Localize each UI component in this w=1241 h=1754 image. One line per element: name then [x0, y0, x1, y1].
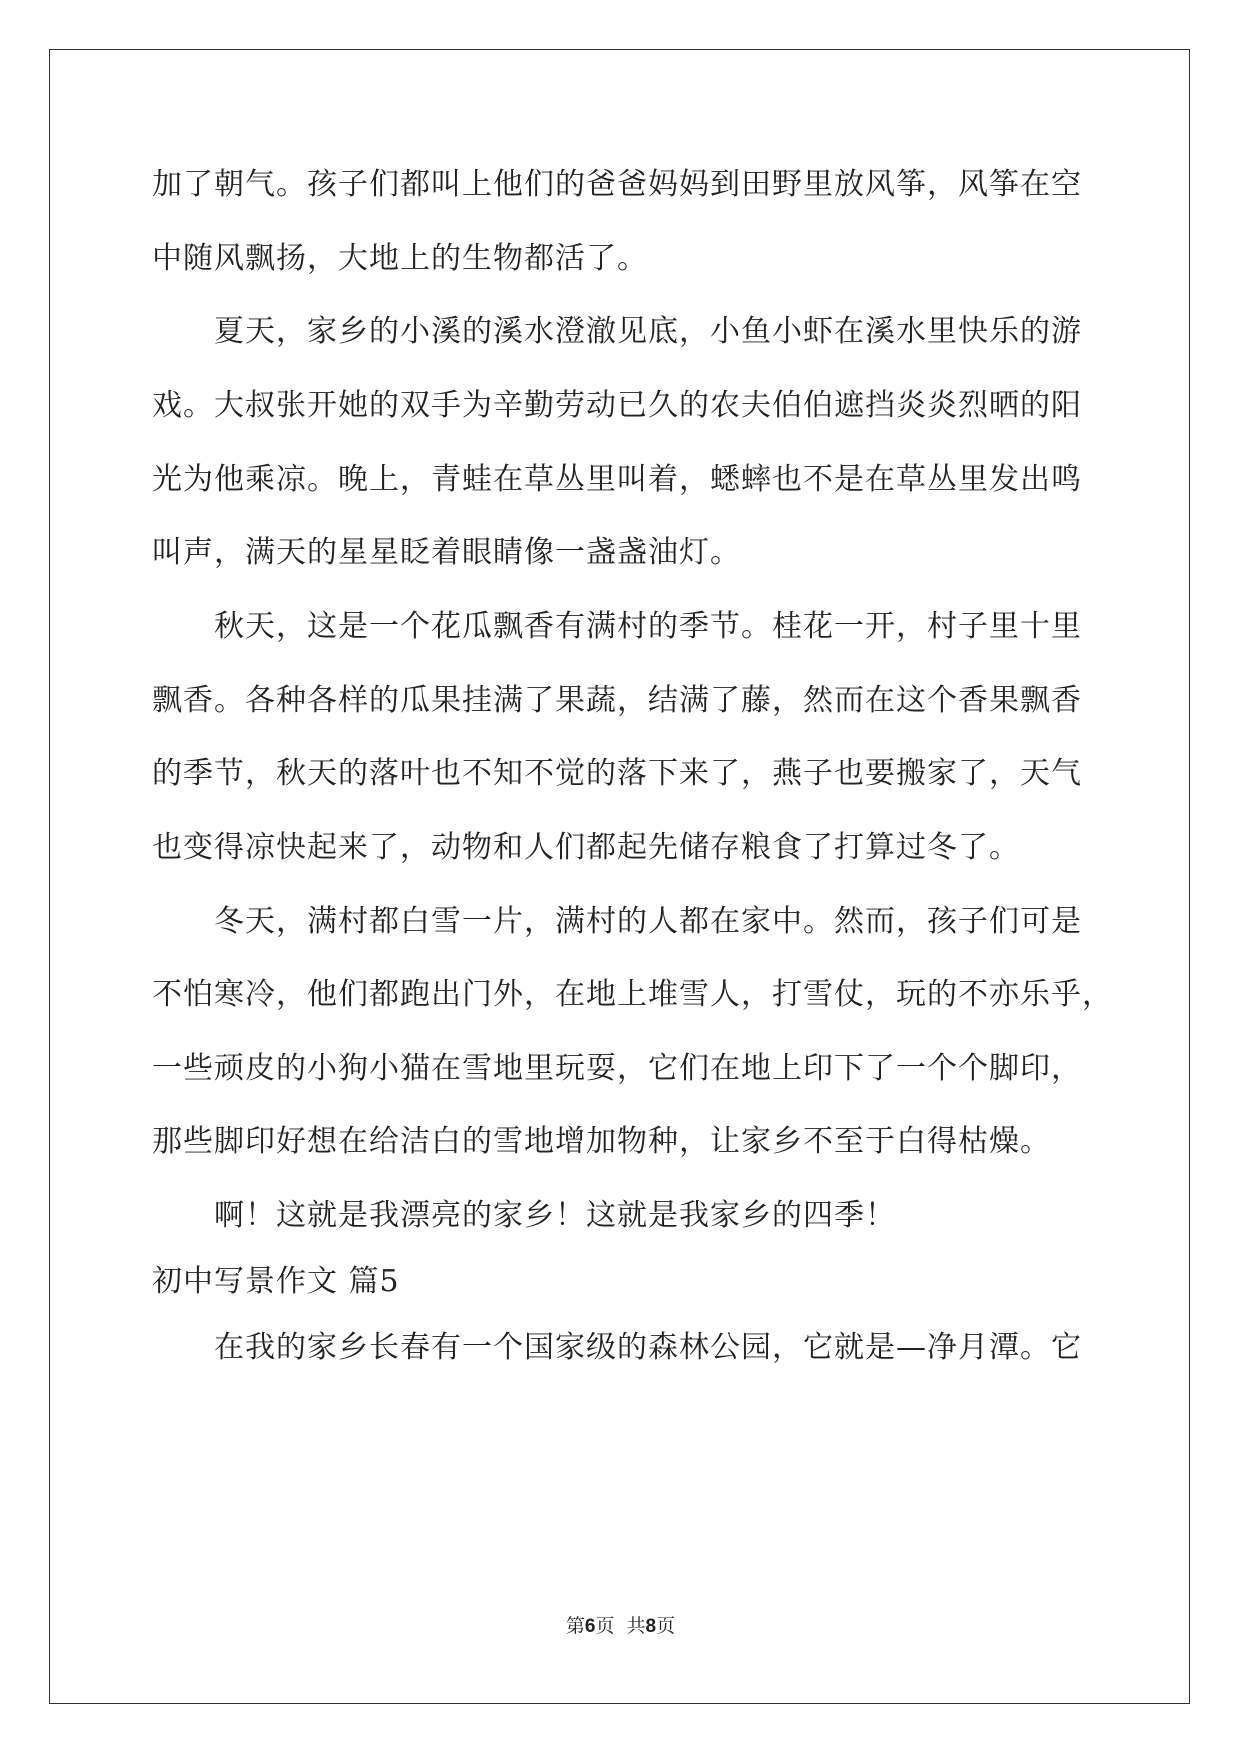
text-line: 飘香。各种各样的瓜果挂满了果蔬，结满了藤，然而在这个香果飘香 [152, 683, 1082, 718]
text-line: 的季节，秋天的落叶也不知不觉的落下来了，燕子也要搬家了，天气 [152, 756, 1082, 791]
footer-prefix: 第 [565, 1615, 585, 1637]
text-line: 在我的家乡长春有一个国家级的森林公园，它就是—净月潭。它 [214, 1330, 1082, 1365]
footer-total-pages: 8 [645, 1616, 657, 1637]
text-line: 冬天，满村都白雪一片，满村的人都在家中。然而，孩子们可是 [214, 904, 1082, 939]
text-line: 夏天，家乡的小溪的溪水澄澈见底，小鱼小虾在溪水里快乐的游 [214, 314, 1082, 349]
page-footer [0, 1611, 1241, 1638]
text-line: 中随风飘扬，大地上的生物都活了。 [152, 241, 648, 276]
footer-mid: 页 共 [595, 1615, 646, 1637]
text-line: 一些顽皮的小狗小猫在雪地里玩耍，它们在地上印下了一个个脚印， [152, 1051, 1082, 1086]
text-line: 秋天，这是一个花瓜飘香有满村的季节。桂花一开，村子里十里 [214, 609, 1082, 644]
text-line: 那些脚印好想在给洁白的雪地增加物种，让家乡不至于白得枯燥。 [152, 1124, 1051, 1159]
text-line: 也变得凉快起来了，动物和人们都起先储存粮食了打算过冬了。 [152, 830, 1020, 865]
text-line: 戏。大叔张开她的双手为辛勤劳动已久的农夫伯伯遮挡炎炎烈晒的阳 [152, 388, 1082, 423]
text-line: 叫声，满天的星星眨着眼睛像一盏盏油灯。 [152, 535, 741, 570]
footer-page-number: 6 [584, 1616, 596, 1637]
text-line: 啊！这就是我漂亮的家乡！这就是我家乡的四季！ [214, 1198, 896, 1233]
text-line: 加了朝气。孩子们都叫上他们的爸爸妈妈到田野里放风筝，风筝在空 [152, 167, 1082, 202]
section-heading: 初中写景作文 篇5 [152, 1264, 400, 1299]
page-border [49, 49, 1190, 1704]
footer-suffix: 页 [656, 1615, 676, 1637]
text-line: 光为他乘凉。晚上，青蛙在草丛里叫着，蟋蟀也不是在草丛里发出鸣 [152, 462, 1082, 497]
text-line: 不怕寒冷，他们都跑出门外，在地上堆雪人，打雪仗，玩的不亦乐乎， [152, 977, 1113, 1012]
